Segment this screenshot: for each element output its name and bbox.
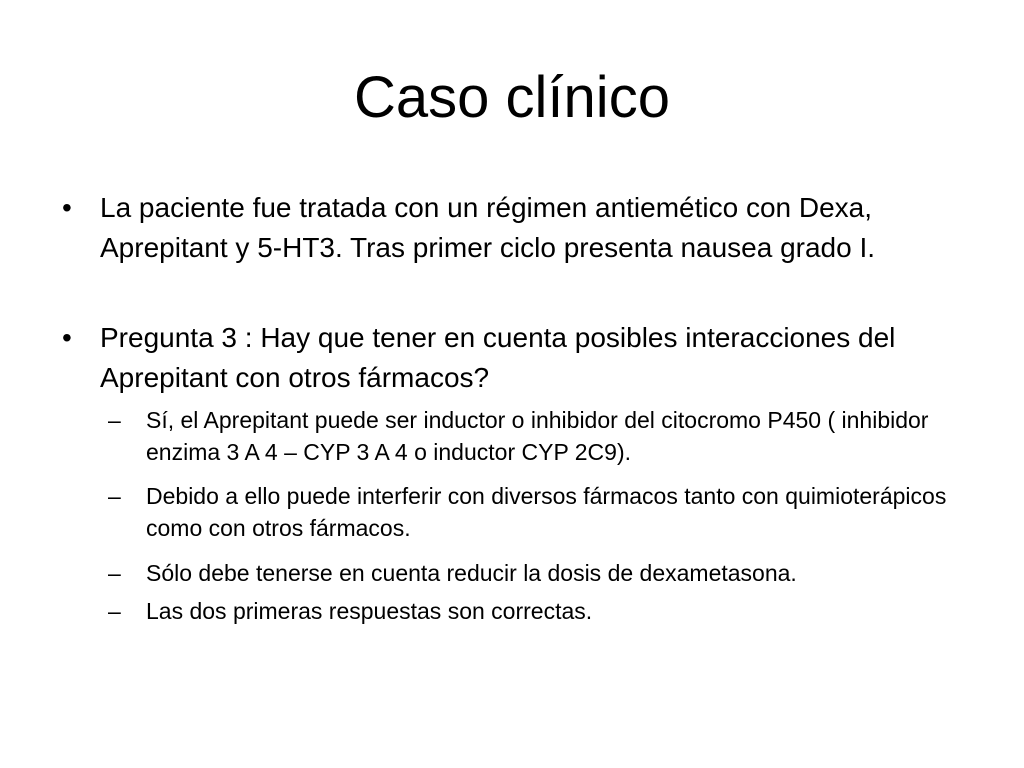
- answer-option: [108, 404, 988, 468]
- bullet-marker: •: [62, 322, 72, 353]
- option-text: Sólo debe tenerse en cuenta reducir la dosis de dexametasona.: [146, 560, 797, 586]
- option-text: Sí, el Aprepitant puede ser inductor o inhibidor del citocromo P450 ( inhibidor enzima 3 A 4 – CYP 3 A 4 o inductor CYP 2C9).: [146, 407, 929, 465]
- bullet-item: [62, 188, 962, 268]
- option-marker: –: [108, 483, 121, 509]
- option-marker: –: [108, 560, 121, 586]
- answer-option: [108, 480, 988, 544]
- slide-title: Caso clínico: [354, 65, 670, 130]
- option-text: Debido a ello puede interferir con diversos fármacos tanto con quimioterápicos como con otros fármacos.: [146, 483, 947, 541]
- answer-option: [108, 557, 988, 589]
- option-marker: –: [108, 407, 121, 433]
- question-text: Pregunta 3 : Hay que tener en cuenta posibles interacciones del Aprepitant con otros fármacos?: [100, 322, 896, 393]
- option-text: Las dos primeras respuestas son correctas.: [146, 598, 593, 624]
- answer-option: [108, 595, 988, 627]
- bullet-marker: •: [62, 192, 72, 223]
- bullet-item: [62, 318, 962, 398]
- option-marker: –: [108, 598, 121, 624]
- bullet-text: La paciente fue tratada con un régimen antiemético con Dexa, Aprepitant y 5-HT3. Tras primer ciclo presenta nausea grado I.: [100, 192, 876, 263]
